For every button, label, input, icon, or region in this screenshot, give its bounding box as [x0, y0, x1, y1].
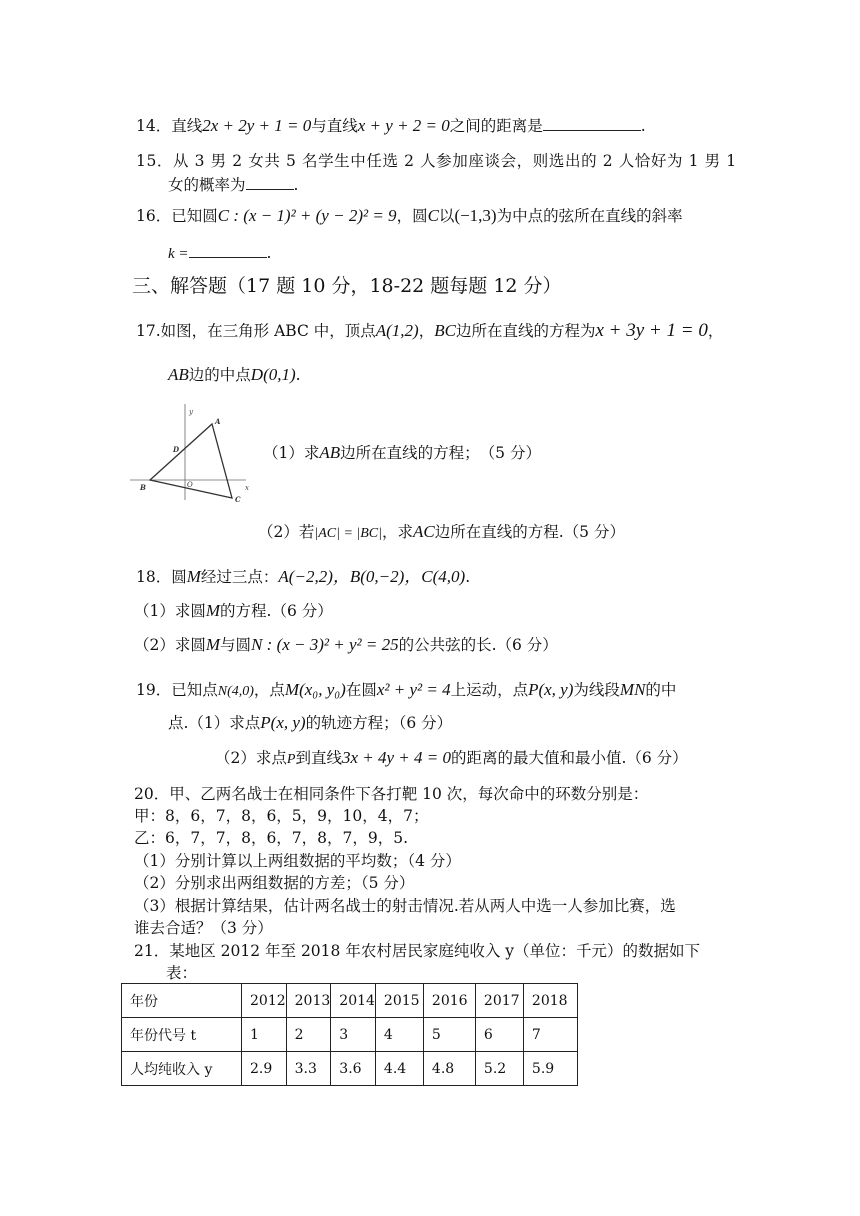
- q17-p2-text-mid: ，求: [382, 523, 414, 541]
- q17-bc-equation: x + 3y + 1 = 0: [595, 320, 708, 341]
- q21-line-2: 表：: [166, 964, 198, 982]
- q18-p2-text: （2）求圆: [134, 636, 206, 654]
- fig-label-x: x: [245, 484, 249, 492]
- q17-point-a: A(1,2): [375, 321, 419, 340]
- q17-text-mid: 边所在直线的方程为: [455, 322, 596, 340]
- q16-answer-blank[interactable]: [189, 243, 267, 258]
- table-cell: 2: [286, 1018, 331, 1052]
- income-table: [121, 983, 578, 1086]
- triangle-figure: [128, 402, 252, 502]
- q20-line-1: 20．甲、乙两名战士在相同条件下各打靶 10 次，每次命中的环数分别是：: [134, 785, 649, 803]
- q19-p2-point: P: [286, 752, 296, 767]
- q16-text-mid2: 以: [438, 207, 455, 225]
- table-cell: 年份: [122, 984, 242, 1018]
- q16-circle-equation: C : (x − 1)² + (y − 2)² = 9: [217, 206, 397, 225]
- fig-label-c: C: [235, 495, 241, 502]
- q19-p2-text: （2）求点: [215, 749, 287, 767]
- q19-point-m: M(x₀, y₀): [284, 680, 346, 699]
- q18-p2-m: M: [205, 635, 221, 654]
- table-cell: 3.3: [286, 1052, 331, 1086]
- q14-equation-2: x + y + 2 = 0: [357, 116, 450, 135]
- q17-line-1: [136, 321, 723, 341]
- q19-p2-text-mid: 到直线: [295, 749, 342, 767]
- q20-line-3: 乙：6，7，7，8，6，7，8，7，9，5.: [134, 829, 409, 847]
- q17-p1-text-post: 边所在直线的方程； （5 分）: [340, 444, 541, 462]
- table-cell: 3: [331, 1018, 376, 1052]
- fig-label-a: A: [215, 417, 221, 426]
- q19-p1-text-post: 的轨迹方程；（6 分）: [305, 714, 453, 732]
- q14-line: [136, 116, 646, 136]
- q15-text: 女的概率为: [168, 176, 246, 194]
- q20-part-3-cont: 谁去合适？（3 分）: [134, 919, 273, 937]
- q19-line-3: [215, 748, 688, 770]
- q21-line-1: 21．某地区 2012 年至 2018 年农村居民家庭纯收入 y（单位：千元）的数据如下: [134, 942, 701, 960]
- table-row: [122, 984, 578, 1018]
- q19-circle: x² + y² = 4: [376, 680, 451, 699]
- table-cell: 2013: [286, 984, 331, 1018]
- q15-period: .: [293, 176, 299, 194]
- q19-p1-point: P(x, y): [260, 713, 306, 732]
- q19-text-mid3: 上运动，点: [450, 681, 529, 699]
- q19-p2-line-equation: 3x + 4y + 4 = 0: [341, 748, 451, 767]
- q14-text-post: 之间的距离是: [449, 117, 543, 135]
- q17-period: .: [295, 366, 301, 384]
- q14-text: 14．直线: [136, 117, 203, 135]
- section-3-heading: 三、解答题（17 题 10 分，18-22 题每题 12 分）: [132, 275, 562, 297]
- q16-line-2: [168, 243, 271, 264]
- table-cell: 2012: [242, 984, 287, 1018]
- fig-label-d: D: [173, 445, 180, 454]
- q14-period: .: [640, 117, 646, 135]
- q17-ab: AB: [168, 365, 189, 384]
- q14-answer-blank[interactable]: [543, 116, 641, 131]
- table-cell: 2017: [475, 984, 523, 1018]
- q17-text-midpoint: 边的中点: [188, 366, 251, 384]
- table-cell: 5.2: [475, 1052, 523, 1086]
- table-cell: 4.8: [423, 1052, 475, 1086]
- q18-period: .: [465, 568, 471, 586]
- q16-period: .: [266, 244, 272, 262]
- q17-part-1: [263, 443, 541, 463]
- q20-line-2: 甲：8，6，7，8，6，5，9，10，4，7；: [134, 807, 429, 825]
- table-cell: 6: [475, 1018, 523, 1052]
- q17-point-d: D(0,1): [250, 365, 296, 384]
- q18-p1-text: （1）求圆: [134, 602, 206, 620]
- q18-part-2: [134, 635, 558, 655]
- q16-line-1: [136, 206, 683, 226]
- table-row: [122, 1018, 578, 1052]
- q16-text: 16．已知圆: [136, 207, 218, 225]
- q17-p1-ab: AB: [319, 443, 341, 462]
- table-cell: 2018: [523, 984, 577, 1018]
- q18-circle-m: M: [186, 567, 201, 586]
- q17-end: ，: [707, 322, 724, 340]
- q17-p1-text: （1）求: [263, 444, 320, 462]
- q19-segment-mn: MN: [619, 680, 646, 699]
- q17-comma: ，: [418, 322, 435, 340]
- table-cell: 1: [242, 1018, 287, 1052]
- q14-equation-1: 2x + 2y + 1 = 0: [202, 116, 312, 135]
- q16-text-mid: ，圆: [396, 207, 428, 225]
- q17-p2-ac: AC: [413, 522, 435, 541]
- q19-point-n: N(4,0): [217, 684, 254, 699]
- table-cell: 人均纯收入 y: [122, 1052, 242, 1086]
- q14-text-mid: 与直线: [311, 117, 358, 135]
- q20-part-1: （1）分别计算以上两组数据的平均数；（4 分）: [134, 852, 461, 870]
- q18-line-1: [136, 567, 470, 587]
- q17-p2-text-post: 边所在直线的方程.（5 分）: [434, 523, 625, 541]
- q19-text-mid: ，点: [253, 681, 285, 699]
- q16-text-post: 为中点的弦所在直线的斜率: [496, 207, 683, 225]
- q19-text-mid4: 为线段: [573, 681, 620, 699]
- table-cell: 2014: [331, 984, 376, 1018]
- q19-text: 19．已知点: [136, 681, 218, 699]
- table-cell: 3.6: [331, 1052, 376, 1086]
- q19-line-2: [168, 713, 452, 733]
- q19-line-1: [136, 680, 676, 702]
- table-cell: 2.9: [242, 1052, 287, 1086]
- table-cell: 4.4: [375, 1052, 423, 1086]
- q19-text-post: 的中: [645, 681, 677, 699]
- q15-line-2: [168, 175, 298, 195]
- q19-p2-text-post: 的距离的最大值和最小值.（6 分）: [450, 749, 688, 767]
- q18-p2-text-post: 的公共弦的长.（6 分）: [398, 636, 558, 654]
- q17-p2-text: （2）若: [258, 523, 315, 541]
- q19-point-p: P(x, y): [528, 680, 574, 699]
- q20-part-3: （3）根据计算结果，估计两名战士的射击情况.若从两人中选一人参加比赛，选: [134, 897, 676, 915]
- q18-p2-text-mid: 与圆: [220, 636, 252, 654]
- fig-label-o: O: [187, 481, 193, 489]
- table-cell: 5: [423, 1018, 475, 1052]
- q17-text: 17.如图，在三角形 ABC 中，顶点: [136, 322, 376, 340]
- table-cell: 5.9: [523, 1052, 577, 1086]
- q18-text: 18．圆: [136, 568, 187, 586]
- fig-label-b: B: [140, 483, 146, 492]
- q20-part-2: （2）分别求出两组数据的方差；（5 分）: [134, 874, 415, 892]
- q18-p1-text-post: 的方程.（6 分）: [220, 602, 333, 620]
- table-cell: 2015: [375, 984, 423, 1018]
- q18-part-1: [134, 601, 333, 621]
- table-cell: 4: [375, 1018, 423, 1052]
- q15-answer-blank[interactable]: [246, 175, 294, 190]
- q17-p2-condition: |AC| = |BC|: [314, 526, 382, 541]
- q19-text-mid2: 在圆: [345, 681, 377, 699]
- q17-bc: BC: [434, 321, 456, 340]
- table-cell: 7: [523, 1018, 577, 1052]
- q19-p1-text: 点.（1）求点: [168, 714, 261, 732]
- table-cell: 年份代号 t: [122, 1018, 242, 1052]
- q16-circle-name: C: [427, 206, 439, 225]
- q15-line-1: 15．从 3 男 2 女共 5 名学生中任选 2 人参加座谈会，则选出的 2 人恰好为 1 男 1: [136, 152, 737, 170]
- table-cell: 2016: [423, 984, 475, 1018]
- q18-points: A(−2,2)，B(0,−2)，C(4,0): [278, 567, 466, 586]
- q16-midpoint: (−1,3): [454, 206, 497, 225]
- q18-text-mid: 经过三点：: [200, 568, 279, 586]
- q16-k-label: k =: [168, 246, 189, 262]
- q17-part-2: [258, 522, 625, 544]
- q18-p2-circle-n: N : (x − 3)² + y² = 25: [251, 635, 399, 654]
- table-row: [122, 1052, 578, 1086]
- fig-label-y: y: [189, 408, 193, 416]
- q17-line-2: [168, 365, 301, 385]
- q18-p1-m: M: [205, 601, 221, 620]
